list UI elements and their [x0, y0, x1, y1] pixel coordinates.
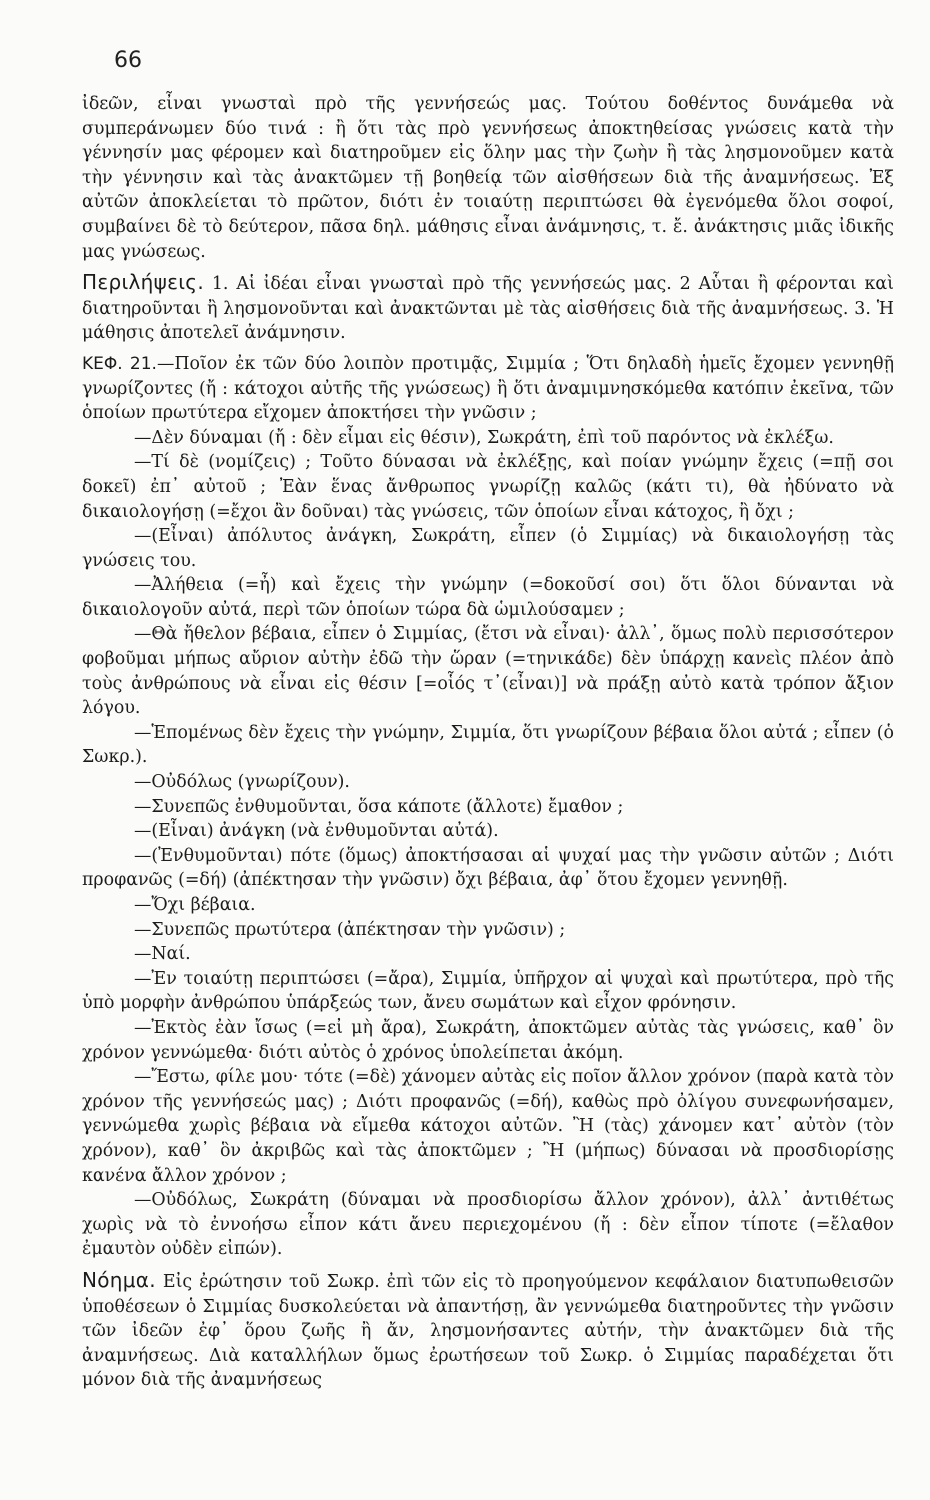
- dialogue-line-10: —(Ἐνθυμοῦνται) πότε (ὅμως) ἀποκτήσασαι αἱ ψυχαί μας τὴν γνῶσιν αὐτῶν ; Διότι προφανῶς (=δή) (ἀπέκτησαν τὴν γνῶσιν) ὄχι βέβαια, ἀφ᾽ ὅτου ἔχομεν γεννηθῇ.: [82, 845, 894, 891]
- dialogue-line-17: —Οὐδόλως, Σωκράτη (δύναμαι νὰ προσδιορίσω ἄλλον χρόνον), ἀλλ᾽ ἀντιθέτως χωρὶς νὰ τὸ ἐννοήσω εἶπον κάτι ἄνευ περιεχομένου (ἤ : δὲν εἶπον τίποτε (=ἔλαθον ἐμαυτὸν οὐδὲν εἰπών).: [82, 1190, 894, 1260]
- dialogue-line-1: —Δὲν δύναμαι (ἤ : δὲν εἶμαι εἰς θέσιν), Σωκράτη, ἐπὶ τοῦ παρόντος νὰ ἐκλέξω.: [134, 427, 834, 448]
- paragraph-intro: ἰδεῶν, εἶναι γνωσταὶ πρὸ τῆς γεννήσεώς μας. Τούτου δοθέντος δυνάμεθα νὰ συμπεράνωμεν δύο τινά : ἢ ὅτι τὰς πρὸ γεννήσεως ἀποκτηθείσας γνώσεις κατὰ τὴν γέννησίν μας φέρομεν καὶ διατηροῦμεν εἰς ὅλην μας τὴν ζωὴν ἢ τὰς λησμονοῦμεν κατὰ τὴν γέννησιν καὶ τὰς ἀνακτῶμεν τῇ βοηθείᾳ τῶν αἰσθήσεων διὰ τῆς ἀναμνήσεως. Ἐξ αὐτῶν ἀποκλείεται τὸ πρῶτον, διότι ἐν τοιαύτῃ περιπτώσει θὰ ἐγενόμεθα ὅλοι σοφοί, συμβαίνει δὲ τὸ δεύτερον, πᾶσα δηλ. μάθησις εἶναι ἀνάμνησις, τ. ἔ. ἀνάκτησις μιᾶς ἰδικῆς μας γνώσεως.: [82, 94, 894, 262]
- dialogue-line-15: —Ἐκτὸς ἐὰν ἴσως (=εἰ μὴ ἄρα), Σωκράτη, ἀποκτῶμεν αὐτὰς τὰς γνώσεις, καθ᾽ ὃν χρόνον γεννώμεθα· διότι αὐτὸς ὁ χρόνος ὑπολείπεται ἀκόμη.: [82, 1017, 894, 1063]
- dialogue-line-2: —Τί δὲ (νομίζεις) ; Τοῦτο δύνασαι νὰ ἐκλέξῃς, καὶ ποίαν γνώμην ἔχεις (=πῇ σοι δοκεῖ) ἐπ᾽ αὐτοῦ ; Ἐὰν ἕνας ἄνθρωπος γνωρίζῃ καλῶς (κάτι τι), θὰ ἠδύνατο νὰ δικαιολογήσῃ (=ἔχοι ἂν δοῦναι) τὰς γνώσεις, τῶν ὁποίων εἶναι κάτοχος, ἢ ὄχι ;: [82, 452, 894, 522]
- chapter-heading: ΚΕΦ. 21.: [82, 353, 157, 374]
- page-number: 66: [114, 48, 142, 73]
- meaning-heading: Νόημα.: [82, 1267, 156, 1292]
- dialogue-line-8: —Συνεπῶς ἐνθυμοῦνται, ὅσα κάποτε (ἄλλοτε) ἔμαθον ;: [134, 796, 624, 817]
- dialogue-line-11: —Ὄχι βέβαια.: [134, 895, 256, 915]
- dialogue-line-4: —Ἀλήθεια (=ἦ) καὶ ἔχεις τὴν γνώμην (=δοκοῦσί σοι) ὅτι ὅλοι δύνανται νὰ δικαιολογοῦν αὐτά, περὶ τῶν ὁποίων τώρα δὰ ὡμιλούσαμεν ;: [82, 575, 894, 620]
- meaning-text: Εἰς ἐρώτησιν τοῦ Σωκρ. ἐπὶ τῶν εἰς τὸ προηγούμενον κεφάλαιον διατυπωθεισῶν ὑποθέσεων ὁ Σιμμίας δυσκολεύεται νὰ ἀπαντήσῃ, ἂν γεννώμεθα διατηροῦντες τὴν γνῶσιν τῶν ἰδεῶν ἐφ᾽ ὅρου ζωῆς ἢ ἄν, λησμονήσαντες αὐτήν, τὴν ἀνακτῶμεν διὰ τῆς ἀναμνήσεως. Διὰ καταλλήλων ὅμως ἐρωτήσεων τοῦ Σωκρ. ὁ Σιμμίας παραδέχεται ὅτι μόνον διὰ τῆς ἀναμνήσεως: [82, 1271, 894, 1391]
- dialogue-line-6: —Ἑπομένως δὲν ἔχεις τὴν γνώμην, Σιμμία, ὅτι γνωρίζουν βέβαια ὅλοι αὐτά ; εἶπεν (ὁ Σωκρ.).: [82, 722, 894, 768]
- chapter-paragraph: [82, 352, 894, 426]
- dialogue-line-13: —Ναί.: [134, 944, 191, 965]
- summary-heading: Περιλήψεις.: [82, 270, 204, 295]
- dialogue-line-3: —(Εἶναι) ἀπόλυτος ἀνάγκη, Σωκράτη, εἶπεν (ὁ Σιμμίας) νὰ δικαιολογήσῃ τὰς γνώσεις του.: [82, 526, 894, 571]
- dialogue-line-14: —Ἐν τοιαύτῃ περιπτώσει (=ἄρα), Σιμμία, ὑπῆρχον αἱ ψυχαὶ καὶ πρωτύτερα, πρὸ τῆς ὑπὸ μορφὴν ἀνθρώπου ὑπάρξεώς των, ἄνευ σωμάτων καὶ εἶχον φρόνησιν.: [82, 968, 894, 1014]
- summary-text: 1. Αἱ ἰδέαι εἶναι γνωσταὶ πρὸ τῆς γεννήσεώς μας. 2 Αὗται ἢ φέρονται καὶ διατηροῦνται ἢ λησμονοῦνται καὶ ἀνακτῶνται μὲ τὰς αἰσθήσεις διὰ τῆς ἀναμνήσεως. 3. Ἡ μάθησις ἀποτελεῖ ἀνάμνησιν.: [82, 274, 894, 344]
- dialogue-line-5: —Θὰ ἤθελον βέβαια, εἶπεν ὁ Σιμμίας, (ἔτσι νὰ εἶναι)· ἀλλ᾽, ὅμως πολὺ περισσότερον φοβοῦμαι μήπως αὔριον αὐτὴν ἐδῶ τὴν ὥραν (=τηνικάδε) δὲν ὑπάρχῃ κανεὶς πλέον ἀπὸ τοὺς ἀνθρώπους νὰ εἶναι εἰς θέσιν [=οἷός τ᾽(εἶναι)] νὰ πράξῃ αὐτὸ κατὰ τρόπον ἄξιον λόγου.: [82, 624, 894, 719]
- dialogue-line-9: —(Εἶναι) ἀνάγκη (νὰ ἐνθυμοῦνται αὐτά).: [134, 821, 499, 842]
- meaning-paragraph: [82, 1268, 894, 1393]
- dialogue-line-12: —Συνεπῶς πρωτύτερα (ἀπέκτησαν τὴν γνῶσιν) ;: [134, 919, 566, 940]
- dialogue-line-7: —Οὐδόλως (γνωρίζουν).: [134, 772, 350, 793]
- page-text: [82, 92, 894, 1393]
- summary-paragraph: [82, 270, 894, 346]
- dialogue-line-16: —Ἔστω, φίλε μου· τότε (=δὲ) χάνομεν αὐτὰς εἰς ποῖον ἄλλον χρόνον (παρὰ κατὰ τὸν χρόνον τῆς γεννήσεώς μας) ; Διότι προφανῶς (=δή), καθὼς πρὸ ὀλίγου συνεφωνήσαμεν, γεννώμεθα χωρὶς βέβαια νὰ εἴμεθα κάτοχοι αὐτῶν. Ἢ (τὰς) χάνομεν κατ᾽ αὐτὸν (τὸν χρόνον), καθ᾽ ὃν ἀκριβῶς καὶ τὰς ἀποκτῶμεν ; Ἢ (μήπως) δύνασαι νὰ προσδιορίσῃς κανένα ἄλλον χρόνον ;: [82, 1067, 894, 1186]
- chapter-opening: —Ποῖον ἐκ τῶν δύο λοιπὸν προτιμᾷς, Σιμμία ; Ὅτι δηλαδὴ ἡμεῖς ἔχομεν γεννηθῇ γνωρίζοντες (ἤ : κάτοχοι αὐτῆς τῆς γνώσεως) ἢ ὅτι ἀναμιμνησκόμεθα κατόπιν ἐκεῖνα, τῶν ὁποίων πρωτύτερα εἴχομεν ἀποκτήσει τὴν γνῶσιν ;: [82, 353, 894, 424]
